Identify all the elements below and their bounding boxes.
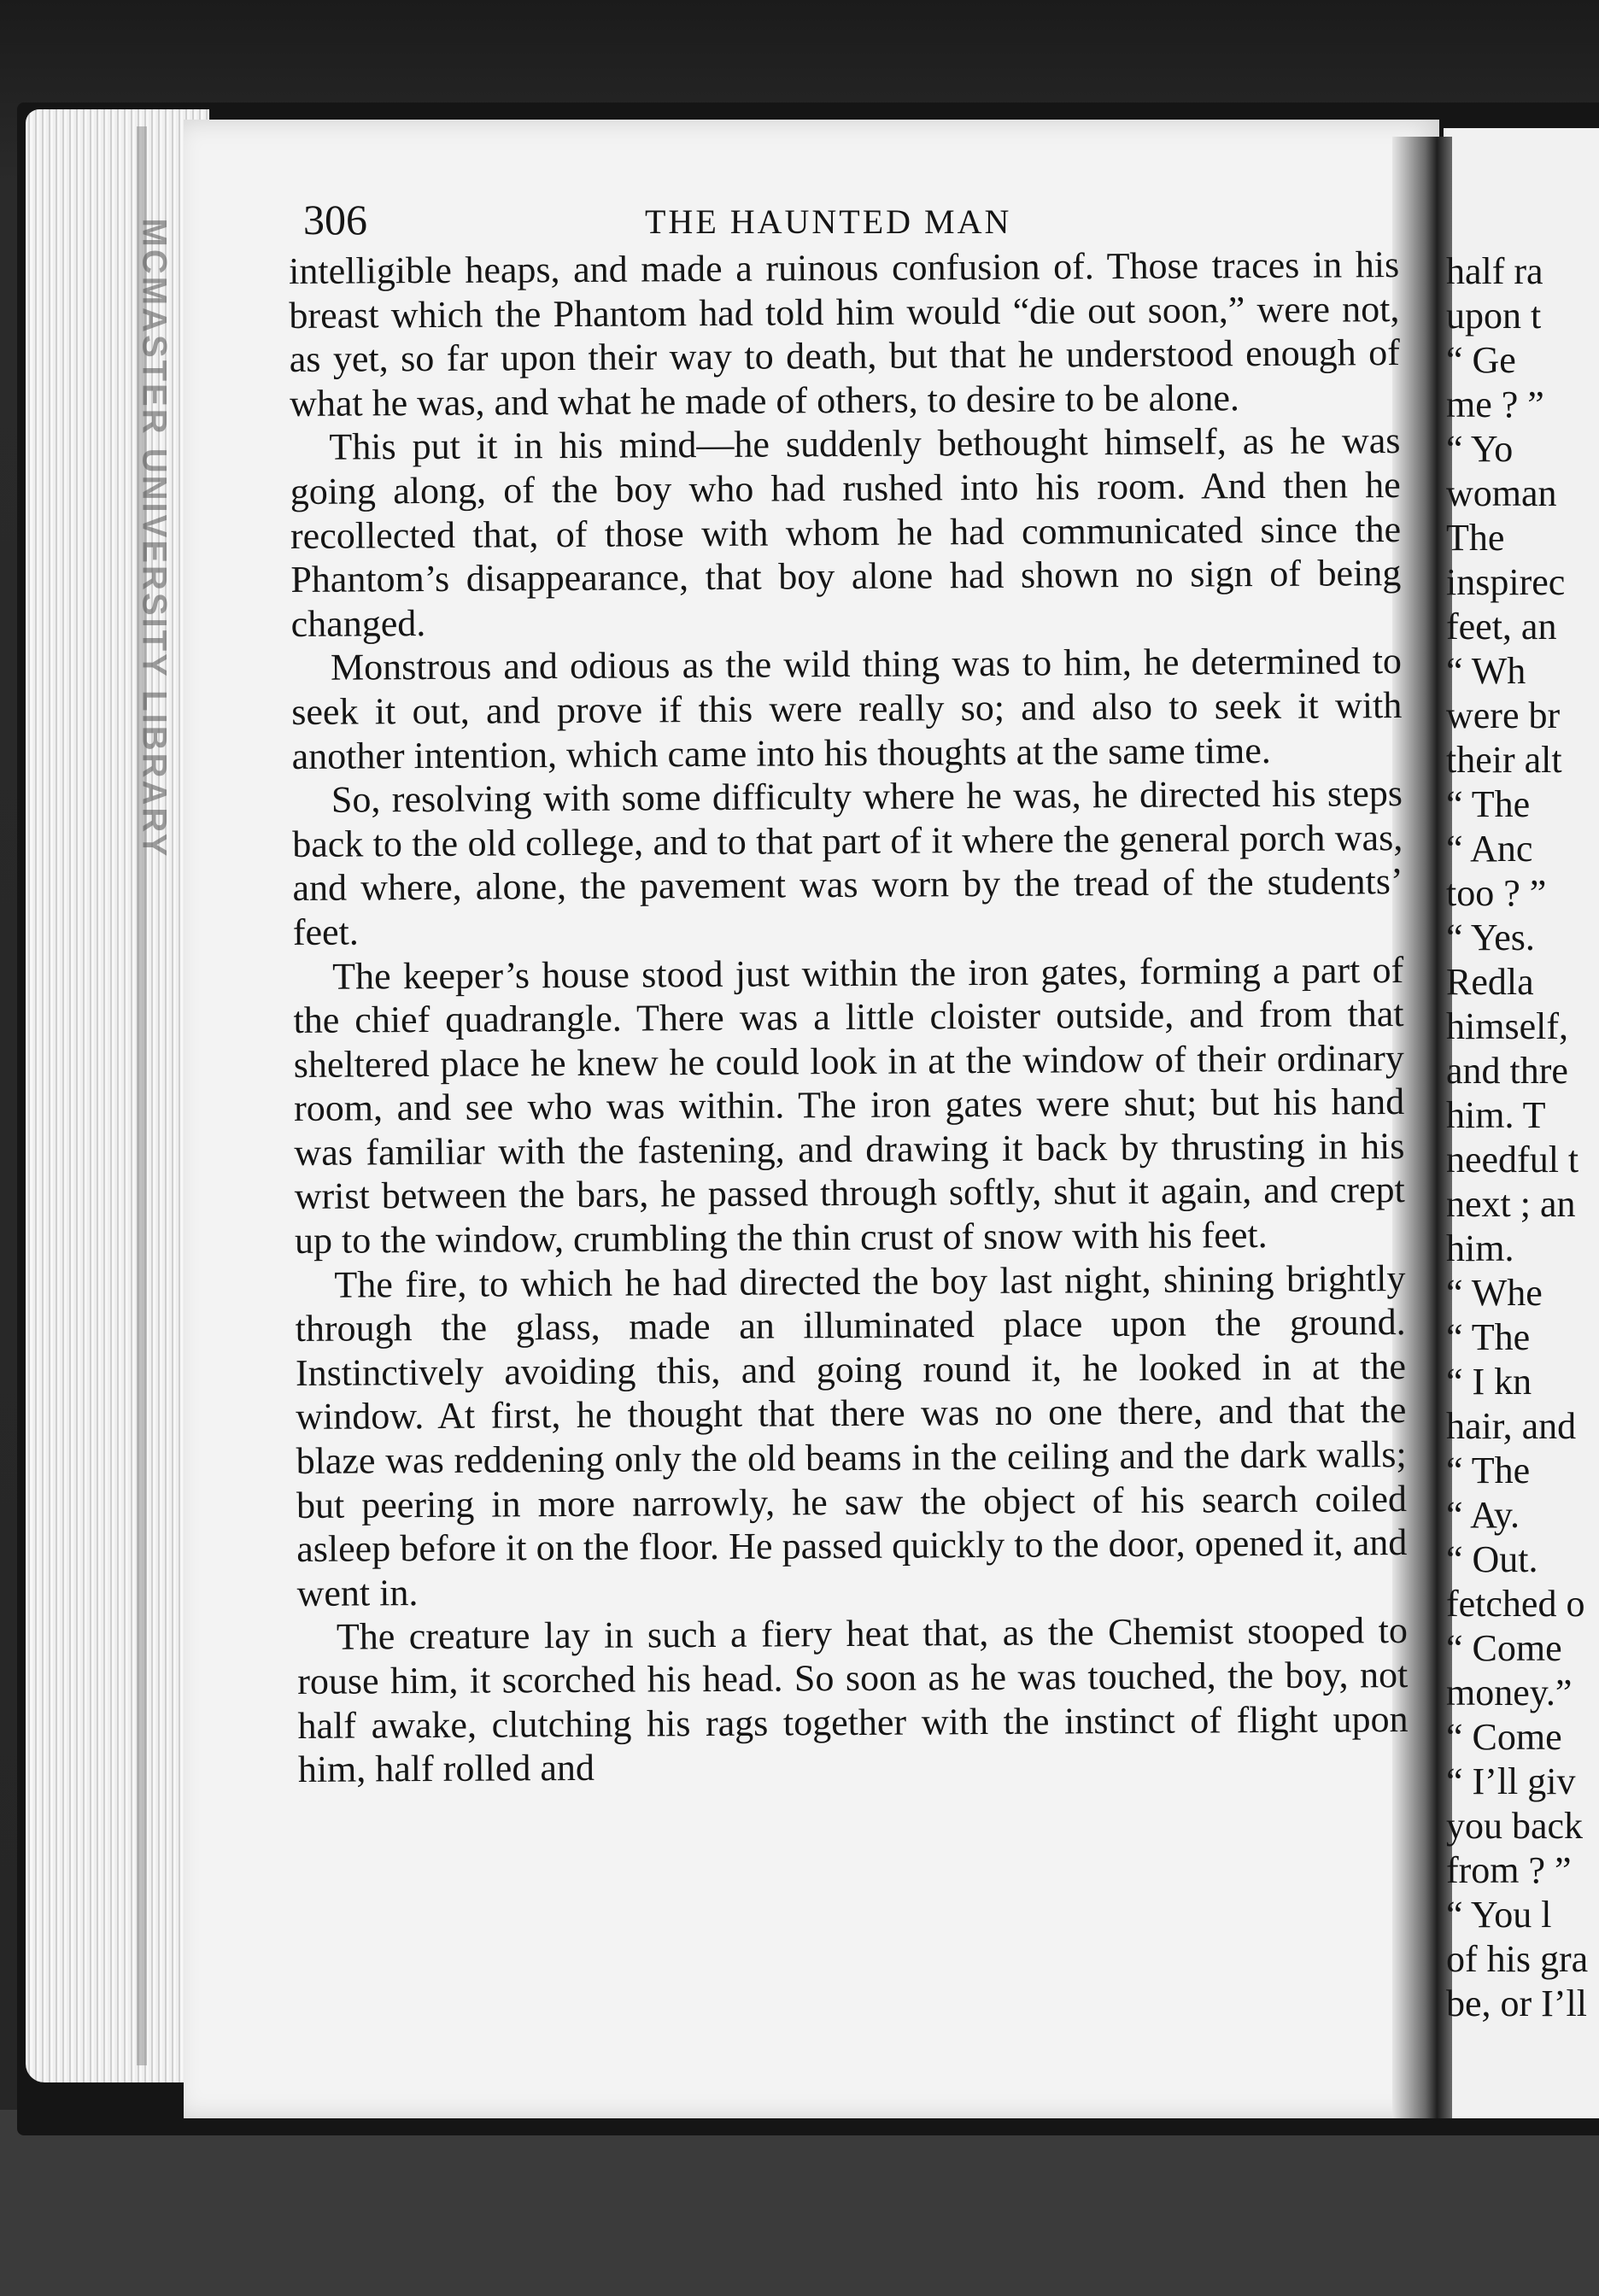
paragraph: Monstrous and odious as the wild thing was to him, he determined to seek it out, and prove if this were really so; and also to seek it with another intention, which came into his thoughts at the same time. [291, 640, 1403, 777]
paragraph: So, resolving with some difficulty where he was, he directed his steps back to the old college, and to that part of it where the general porch was, and where, alone, the pavement was worn by the tread of the students’ feet. [292, 772, 1403, 953]
right-page-line: “ Ay. [1446, 1494, 1520, 1536]
right-page-line: “ Anc [1446, 828, 1533, 870]
right-page-line: be, or I’ll [1446, 1983, 1587, 2024]
right-page-line: “ The [1446, 1450, 1531, 1491]
paragraph: The fire, to which he had directed the boy last night, shining brightly through the glass, made an illuminated place upon the ground. Instinctively avoiding this, and going round it, he looked in at the window. At first, he thought that there was no one there, and that the blaze was reddening only the old beams in the ceiling and the dark walls; but peering in more narrowly, he saw the object of his search coiled asleep before it on the floor. He passed quickly to the door, opened it, and went in. [295, 1256, 1408, 1614]
right-page-line: from ? ” [1446, 1849, 1572, 1891]
right-page-line: me ? ” [1446, 384, 1544, 425]
right-page-line: money.” [1446, 1672, 1573, 1713]
right-page-line: “ Out. [1446, 1538, 1538, 1580]
right-page-line: The [1446, 517, 1505, 559]
right-page-line: inspirec [1446, 561, 1566, 603]
paragraph: The creature lay in such a fiery heat that, as the Chemist stooped to rouse him, it scorched his head. So soon as he was touched, the boy, not half awake, clutching his rags together with the instinct of flight upon him, half rolled and [297, 1609, 1409, 1791]
right-page-line: “ You l [1446, 1894, 1552, 1936]
paragraph: This put it in his mind—he suddenly bethought himself, as he was going along, of the boy who had rushed into his room. And then he recollected that, of those with whom he had communicated since the Phantom’s disappearance, that boy alone had shown no sign of being changed. [290, 419, 1402, 645]
right-page-line: upon t [1446, 295, 1542, 337]
right-page-line: woman [1446, 472, 1557, 514]
desk-surface [0, 2110, 1599, 2296]
right-page-line: “ Come [1446, 1716, 1562, 1758]
right-page-line: Redla [1446, 961, 1534, 1003]
right-page-line: “ The [1446, 1316, 1531, 1358]
right-page-line: himself, [1446, 1005, 1568, 1047]
right-page-line: “ Ge [1446, 339, 1516, 381]
right-page-line: “ Yo [1446, 428, 1514, 470]
right-page-line: him. [1446, 1227, 1514, 1269]
right-page-line: “ Come [1446, 1627, 1562, 1669]
right-page-line: half ra [1446, 250, 1543, 292]
right-page-line: “ Yes. [1446, 917, 1535, 958]
right-page-line: next ; an [1446, 1183, 1576, 1225]
right-page-line: him. T [1446, 1094, 1546, 1136]
right-page-line: you back [1446, 1805, 1584, 1847]
right-page-line: needful t [1446, 1139, 1579, 1180]
page-number: 306 [303, 196, 367, 243]
right-page-line: “ I’ll giv [1446, 1760, 1576, 1802]
right-page-line: of his gra [1446, 1938, 1589, 1980]
right-page-line: were br [1446, 694, 1561, 736]
right-page-line: “ Wh [1446, 650, 1526, 692]
right-page-line: their alt [1446, 739, 1562, 781]
right-page-line: feet, an [1446, 606, 1557, 647]
paragraph: The keeper’s house stood just within the iron gates, forming a part of the chief quadrangle. There was a little cloister outside, and from that sheltered place he knew he could look in at the window of their ordinary room, and see who was within. The iron gates were shut; but his hand was familiar with the fastening, and drawing it back by thrusting in his wrist between the bars, he passed through softly, shut it again, and crept up to the window, crumbling the thin crust of snow with his feet. [293, 948, 1405, 1262]
right-page-line: fetched o [1446, 1583, 1585, 1625]
right-page-line: “ I kn [1446, 1361, 1532, 1403]
right-page-line: too ? ” [1446, 872, 1547, 914]
right-page-text [1446, 249, 1599, 2060]
right-page-line: “ The [1446, 783, 1531, 825]
paragraph: intelligible heaps, and made a ruinous confusion of. Those traces in his breast which the Phantom had told him would “die out soon,” were not, as yet, so far upon their way to death, but that he understood enough of what he was, and what he made of others, to desire to be alone. [289, 243, 1400, 425]
running-head: THE HAUNTED MAN [645, 202, 1012, 241]
right-page-line: and thre [1446, 1050, 1568, 1092]
library-stamp-text: MCMASTER UNIVERSITY LIBRARY [135, 218, 173, 858]
right-page-line: “ Whe [1446, 1272, 1543, 1314]
right-page-line: hair, and [1446, 1405, 1577, 1447]
left-page-text [289, 243, 1410, 2060]
